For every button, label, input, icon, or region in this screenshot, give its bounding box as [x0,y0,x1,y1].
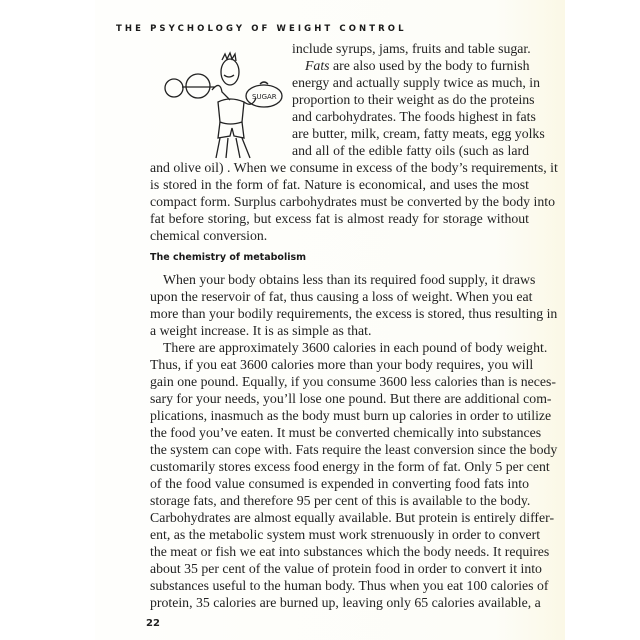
text-line: fat before storing, but excess fat is almost ready for storage without [150,211,529,226]
text-line: ent, as the metabolic system must work strenuously in order to convert [150,527,541,542]
text-line: more than your bodily requirements, the excess is stored, thus resulting in [150,306,558,321]
text-line: When your body obtains less than its required food supply, it draws [163,272,536,287]
text-line-rest: are also used by the body to furnish [332,58,530,73]
text-line: substances useful to the human body. Thus when you eat 100 calories of [150,578,549,593]
text-line: and olive oil) . When we consume in excess of the body’s requirements, it [150,160,558,175]
fats-term: Fats [305,58,330,73]
text-line: chemical conversion. [150,228,268,243]
text-line: and all of the edible fatty oils (such as lard [292,143,529,158]
text-line: energy and actually supply twice as much, in [292,75,541,90]
text-line: compact form. Surplus carbohydrates must be converted by the body into [150,194,555,209]
text-line: upon the reservoir of fat, thus causing a loss of weight. When you eat [150,289,533,304]
text-line [305,58,529,74]
strongman-illustration [160,50,290,160]
text-line: sary for your needs, you’ll lose one pound. But there are additional com- [150,391,552,406]
text-line: of the food value consumed is expended in converting food fats into [150,476,529,491]
page-number: 22 [146,618,160,629]
sugar-label: SUGAR [252,93,277,101]
text-line: the food you’ve eaten. It must be converted chemically into substances [150,425,542,440]
text-line: storage fats, and therefore 95 per cent of this is available to the body. [150,493,531,508]
text-line: There are approximately 3600 calories in each pound of body weight. [163,340,548,355]
text-line: about 35 per cent of the value of protein food in order to convert it into [150,561,542,576]
text-line: Thus, if you eat 3600 calories more than your body requires, you will [150,357,534,372]
text-line: include syrups, jams, fruits and table sugar. [292,41,531,56]
text-line: proportion to their weight as do the proteins [292,92,535,107]
text-line: customarily stores excess food energy in the form of fat. Only 5 per cent [150,459,550,474]
text-line: Carbohydrates are almost equally available. But protein is entirely differ- [150,510,555,525]
text-line: gain one pound. Equally, if you consume 3600 less calories than is neces- [150,374,557,389]
text-line: and carbohydrates. The foods highest in fats [292,109,536,124]
running-head: THE PSYCHOLOGY OF WEIGHT CONTROL [116,24,407,34]
text-line: are butter, milk, cream, fatty meats, egg yolks [292,126,545,141]
section-heading: The chemistry of metabolism [150,252,307,263]
text-line: the system can cope with. Fats require the least conversion since the body [150,442,558,457]
text-line: the meat or fish we eat into substances which the body needs. It requires [150,544,550,559]
text-line: protein, 35 calories are burned up, leaving only 65 calories available, a [150,595,541,610]
text-line: plications, inasmuch as the body must burn up calories in order to utilize [150,408,552,423]
text-line: is stored in the form of fat. Nature is economical, and uses the most [150,177,529,192]
text-line: a weight increase. It is as simple as that. [150,323,372,338]
